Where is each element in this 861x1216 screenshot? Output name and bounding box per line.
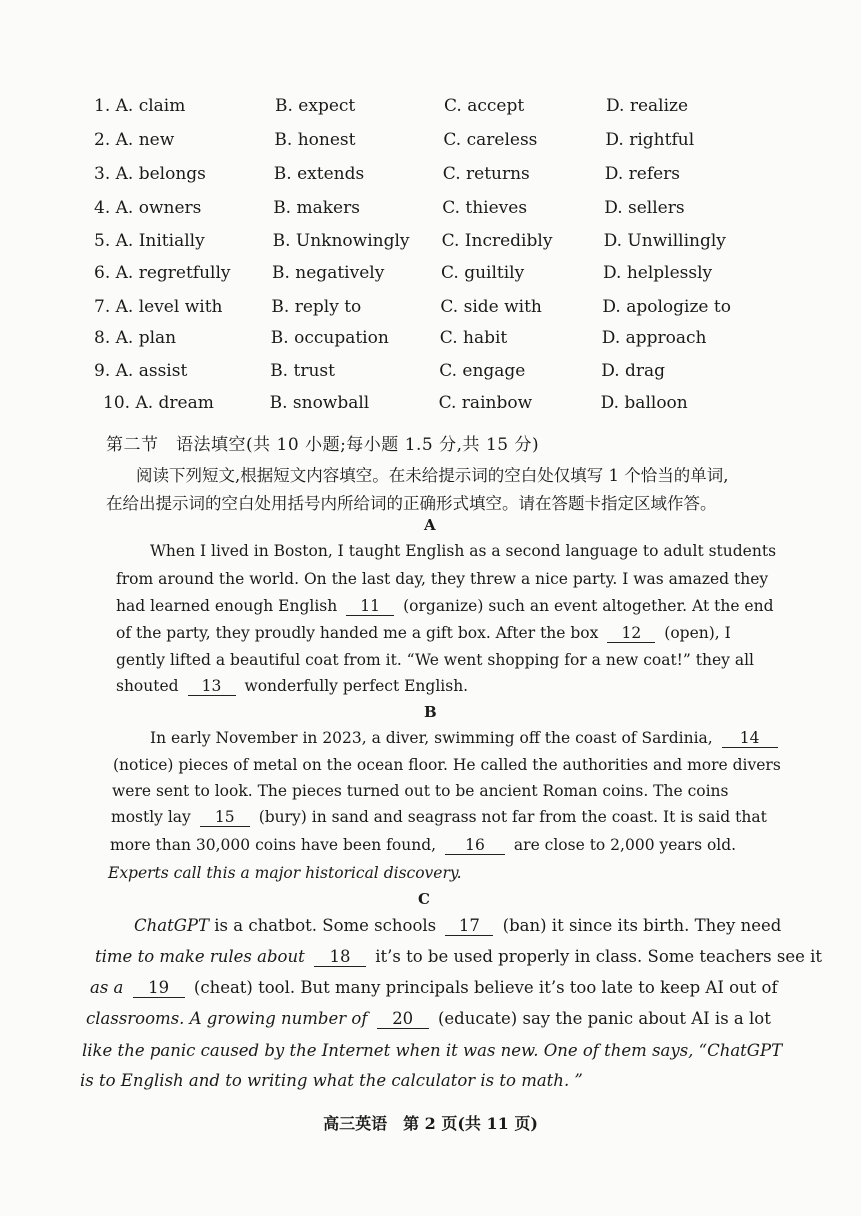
text: had learned enough English: [116, 597, 338, 615]
option-a[interactable]: 5. A. Initially: [94, 231, 205, 251]
option-b[interactable]: B. snowball: [269, 393, 370, 413]
option-row-3: [0, 164, 861, 196]
blank-20[interactable]: 20: [377, 1010, 429, 1029]
page-footer: 高三英语 第 2 页(共 11 页): [323, 1114, 538, 1133]
option-a[interactable]: 7. A. level with: [94, 297, 223, 317]
passage-b-label: B: [424, 703, 437, 721]
section-title: 第二节 语法填空(共 10 小题;每小题 1.5 分,共 15 分): [106, 435, 540, 455]
option-c[interactable]: C. engage: [439, 361, 526, 381]
blank-15[interactable]: 15: [200, 809, 250, 827]
text: (ban) it since its birth. They need: [502, 916, 782, 935]
blank-12[interactable]: 12: [607, 625, 655, 643]
passage-a-label: A: [424, 516, 436, 534]
text: is a chatbot. Some schools: [214, 916, 437, 935]
text: of the party, they proudly handed me a gift box. After the box: [116, 624, 599, 642]
option-a[interactable]: 8. A. plan: [94, 328, 177, 348]
option-row-5: [0, 231, 861, 263]
blank-18[interactable]: 18: [314, 948, 366, 967]
passage-c-line: [90, 978, 778, 998]
option-d[interactable]: D. balloon: [600, 393, 688, 413]
passage-c-line: is to English and to writing what the calculator is to math. ”: [80, 1071, 583, 1090]
option-d[interactable]: D. helplessly: [603, 263, 713, 283]
passage-c-line: [86, 1009, 771, 1029]
passage-a-line: [116, 597, 774, 616]
text: (open), I: [664, 624, 731, 642]
option-b[interactable]: B. trust: [270, 361, 335, 381]
text: are close to 2,000 years old.: [513, 836, 737, 854]
text: ChatGPT: [134, 916, 210, 935]
passage-a-line: [116, 677, 468, 696]
option-d[interactable]: D. Unwillingly: [603, 231, 726, 251]
passage-c-line: like the panic caused by the Internet when it was new. One of them says, “ChatGPT: [82, 1041, 783, 1060]
text: wonderfully perfect English.: [244, 677, 469, 695]
option-row-1: [0, 96, 861, 128]
blank-17[interactable]: 17: [445, 917, 493, 936]
option-d[interactable]: D. realize: [606, 96, 689, 116]
option-row-8: [0, 328, 861, 360]
option-row-2: [0, 130, 861, 162]
text: mostly lay: [111, 808, 191, 826]
passage-a-line: When I lived in Boston, I taught English as a second language to adult students: [150, 542, 777, 560]
blank-19[interactable]: 19: [133, 979, 185, 998]
option-c[interactable]: C. thieves: [442, 198, 528, 218]
passage-b-line: [150, 729, 782, 748]
option-row-9: [0, 361, 861, 393]
option-row-4: [0, 198, 861, 230]
option-b[interactable]: B. occupation: [270, 328, 389, 348]
blank-11[interactable]: 11: [346, 598, 394, 616]
text: time to make rules about: [95, 947, 305, 966]
passage-b-line: were sent to look. The pieces turned out to be ancient Roman coins. The coins: [112, 782, 729, 800]
option-d[interactable]: D. refers: [604, 164, 681, 184]
option-a[interactable]: 1. A. claim: [94, 96, 186, 116]
text: (educate) say the panic about AI is a lot: [437, 1009, 771, 1028]
option-c[interactable]: C. guiltily: [441, 263, 525, 283]
option-b[interactable]: B. negatively: [272, 263, 385, 283]
option-d[interactable]: D. apologize to: [602, 297, 731, 317]
passage-c-line: [134, 916, 781, 936]
instruction-line-1: 阅读下列短文,根据短文内容填空。在未给提示词的空白处仅填写 1 个恰当的单词,: [136, 466, 729, 485]
option-c[interactable]: C. careless: [443, 130, 538, 150]
passage-b-line: (notice) pieces of metal on the ocean floor. He called the authorities and more divers: [113, 756, 781, 774]
text: shouted: [116, 677, 179, 695]
option-c[interactable]: C. side with: [440, 297, 542, 317]
option-a[interactable]: 9. A. assist: [94, 361, 188, 381]
text: (bury) in sand and seagrass not far from the coast. It is said that: [258, 808, 767, 826]
option-a[interactable]: 4. A. owners: [94, 198, 202, 218]
option-c[interactable]: C. returns: [442, 164, 530, 184]
passage-b-line: Experts call this a major historical discovery.: [108, 864, 462, 882]
option-c[interactable]: C. Incredibly: [441, 231, 553, 251]
instruction-line-2: 在给出提示词的空白处用括号内所给词的正确形式填空。请在答题卡指定区域作答。: [106, 494, 717, 513]
option-row-6: [0, 263, 861, 295]
text: (organize) such an event altogether. At the end: [403, 597, 774, 615]
option-b[interactable]: B. Unknowingly: [272, 231, 410, 251]
blank-13[interactable]: 13: [188, 678, 236, 696]
option-a[interactable]: 2. A. new: [94, 130, 175, 150]
option-b[interactable]: B. extends: [273, 164, 365, 184]
text: more than 30,000 coins have been found,: [110, 836, 437, 854]
blank-16[interactable]: 16: [445, 837, 505, 855]
option-a[interactable]: 10. A. dream: [103, 393, 214, 413]
passage-c-line: [95, 947, 822, 967]
text: it’s to be used properly in class. Some teachers see it: [375, 947, 823, 966]
option-a[interactable]: 3. A. belongs: [94, 164, 206, 184]
passage-a-line: [116, 624, 731, 643]
passage-b-line: [110, 836, 736, 855]
option-row-7: [0, 297, 861, 329]
option-d[interactable]: D. drag: [601, 361, 666, 381]
option-c[interactable]: C. rainbow: [438, 393, 533, 413]
option-c[interactable]: C. accept: [444, 96, 525, 116]
text: as a: [90, 978, 124, 997]
option-b[interactable]: B. expect: [275, 96, 356, 116]
text: In early November in 2023, a diver, swimming off the coast of Sardinia,: [150, 729, 713, 747]
option-b[interactable]: B. reply to: [271, 297, 362, 317]
option-c[interactable]: C. habit: [439, 328, 508, 348]
option-d[interactable]: D. sellers: [604, 198, 685, 218]
option-a[interactable]: 6. A. regretfully: [94, 263, 231, 283]
text: classrooms. A growing number of: [86, 1009, 368, 1028]
text: (cheat) tool. But many principals believe it’s too late to keep AI out of: [193, 978, 778, 997]
option-d[interactable]: D. rightful: [605, 130, 695, 150]
passage-c-label: C: [418, 890, 430, 908]
option-d[interactable]: D. approach: [601, 328, 707, 348]
blank-14[interactable]: 14: [722, 730, 778, 748]
passage-a-line: gently lifted a beautiful coat from it. “We went shopping for a new coat!” they all: [116, 651, 754, 669]
passage-a-line: from around the world. On the last day, they threw a nice party. I was amazed they: [116, 570, 769, 588]
passage-b-line: [111, 808, 767, 827]
option-b[interactable]: B. makers: [273, 198, 360, 218]
option-row-10: [0, 393, 861, 425]
option-b[interactable]: B. honest: [274, 130, 356, 150]
